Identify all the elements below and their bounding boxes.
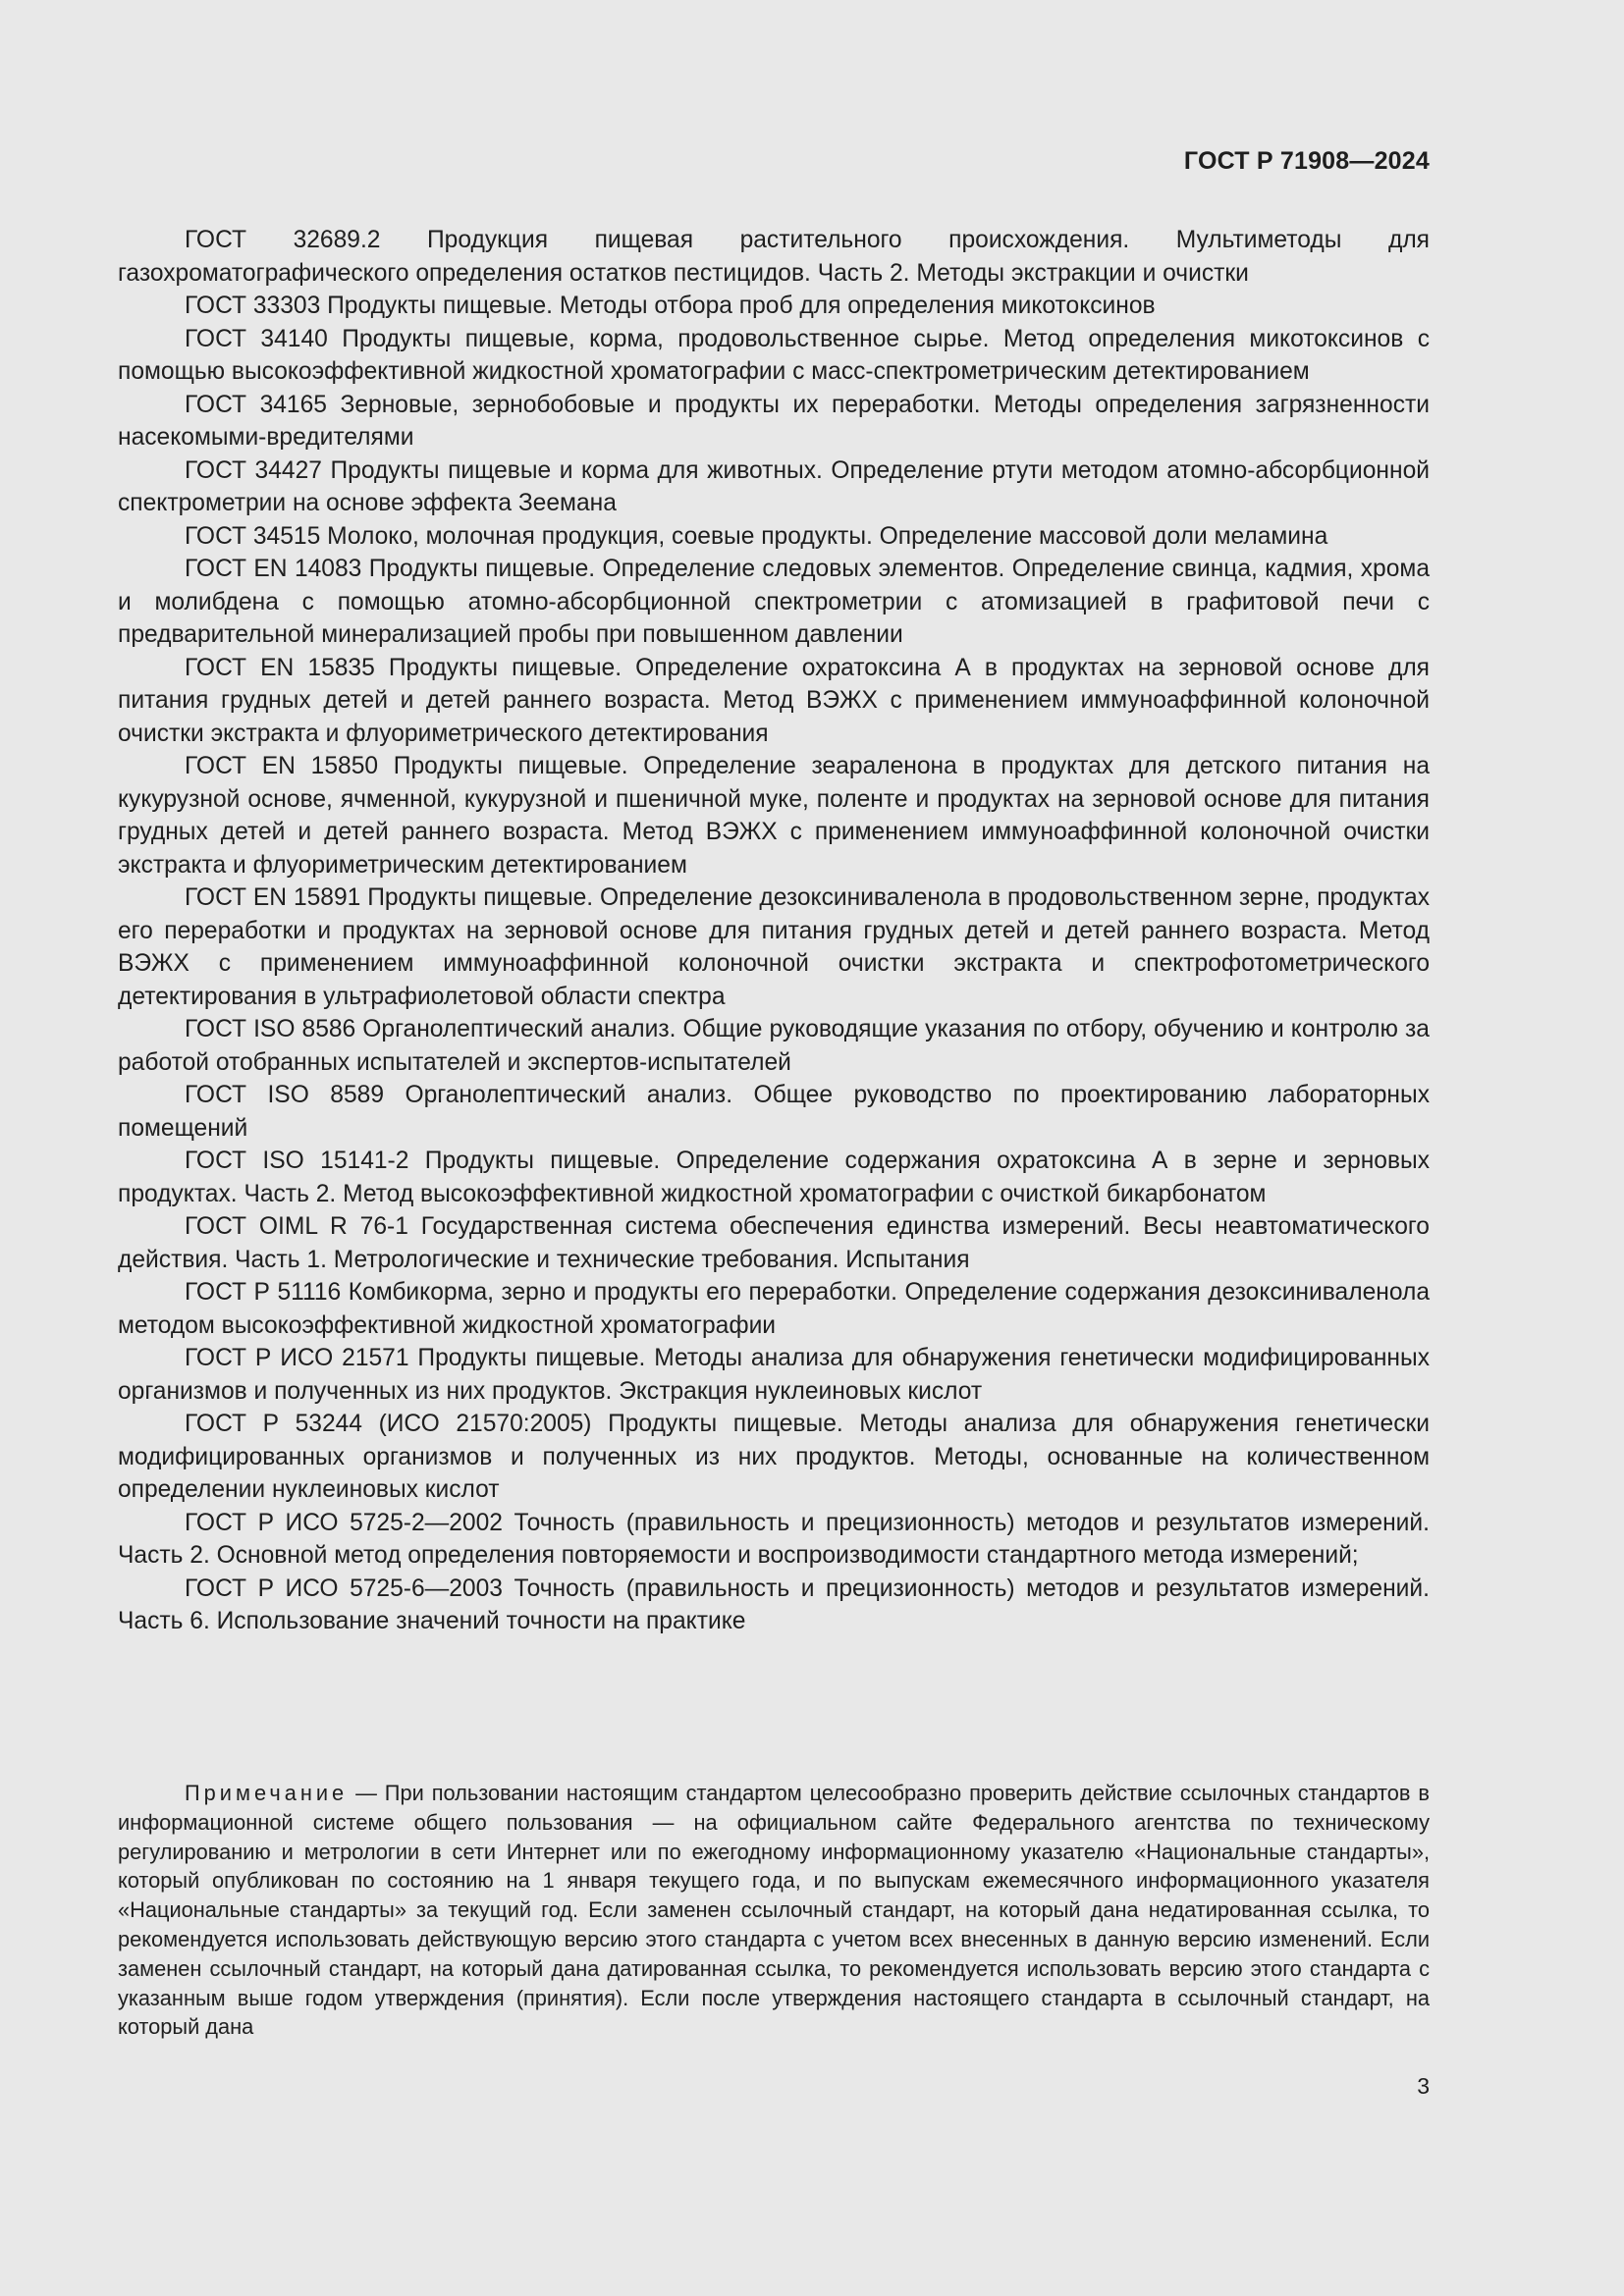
reference-item: ГОСТ ISO 15141-2 Продукты пищевые. Определение содержания охратоксина А в зерне и зерновых продуктах. Часть 2. Метод высокоэффективной жидкостной хроматографии с очисткой бикарбонатом — [118, 1148, 1430, 1207]
reference-item: ГОСТ OIML R 76-1 Государственная система обеспечения единства измерений. Весы неавтоматического действия. Часть 1. Метрологические и технические требования. Испытания — [118, 1213, 1430, 1273]
reference-item: ГОСТ ISO 8586 Органолептический анализ. Общие руководящие указания по отбору, обучению и контролю за работой отобранных испытателей и экспертов-испытателей — [118, 1016, 1430, 1076]
reference-item: ГОСТ 32689.2 Продукция пищевая растительного происхождения. Мультиметоды для газохроматографического определения остатков пестицидов. Часть 2. Методы экстракции и очистки — [118, 227, 1430, 287]
reference-item: ГОСТ EN 15835 Продукты пищевые. Определение охратоксина А в продуктах на зерновой основе для питания грудных детей и детей раннего возраста. Метод ВЭЖХ с применением иммуноаффинной колоночной очистки экстракта и флуориметрического детектирования — [118, 654, 1430, 747]
reference-item: ГОСТ 34140 Продукты пищевые, корма, продовольственное сырье. Метод определения микотоксинов с помощью высокоэффективной жидкостной хроматографии с масс-спектрометрическим детектированием — [118, 325, 1430, 385]
note-label: Примечание — [185, 1781, 349, 1805]
normative-references-list — [118, 224, 1430, 1638]
reference-item: ГОСТ 34427 Продукты пищевые и корма для животных. Определение ртути методом атомно-абсорбционной спектрометрии на основе эффекта Зеемана — [118, 456, 1430, 516]
reference-item: ГОСТ 34515 Молоко, молочная продукция, соевые продукты. Определение массовой доли меламина — [185, 522, 1328, 550]
reference-item: ГОСТ 33303 Продукты пищевые. Методы отбора проб для определения микотоксинов — [185, 293, 1156, 319]
reference-item: ГОСТ Р 51116 Комбикорма, зерно и продукты его переработки. Определение содержания дезоксиниваленола методом высокоэффективной жидкостной хроматографии — [118, 1279, 1430, 1339]
note-text: — При пользовании настоящим стандартом целесообразно проверить действие ссылочных стандартов в информационной системе общего пользования — на официальном сайте Федерального агентства по техническому регулированию и метрологии в сети Интернет или по ежегодному информационному указателю «Национальные стандарты», который опубликован по состоянию на 1 января текущего года, и по выпускам ежемесячного информационного указателя «Национальные стандарты» за текущий год. Если заменен ссылочный стандарт, на который дана недатированная ссылка, то рекомендуется использовать действующую версию этого стандарта с учетом всех внесенных в данную версию изменений. Если заменен ссылочный стандарт, на который дана датированная ссылка, то рекомендуется использовать версию этого стандарта с указанным выше годом утверждения (принятия). Если после утверждения настоящего стандарта в ссылочный стандарт, на который дана — [118, 1781, 1430, 2040]
reference-item: ГОСТ Р 53244 (ИСО 21570:2005) Продукты пищевые. Методы анализа для обнаружения генетически модифицированных организмов и полученных из них продуктов. Методы, основанные на количественном определении нуклеиновых кислот — [118, 1411, 1430, 1503]
page-number: 3 — [1417, 2073, 1430, 2099]
reference-item: ГОСТ Р ИСО 5725-6—2003 Точность (правильность и прецизионность) методов и результатов измерений. Часть 6. Использование значений точности на практике — [118, 1575, 1430, 1634]
document-id-header: ГОСТ Р 71908—2024 — [1183, 147, 1430, 175]
reference-item: ГОСТ ISO 8589 Органолептический анализ. Общее руководство по проектированию лабораторных помещений — [118, 1082, 1430, 1142]
reference-item: ГОСТ Р ИСО 21571 Продукты пищевые. Методы анализа для обнаружения генетически модифицированных организмов и полученных из них продуктов. Экстракция нуклеиновых кислот — [118, 1345, 1430, 1405]
reference-item: ГОСТ Р ИСО 5725-2—2002 Точность (правильность и прецизионность) методов и результатов измерений. Часть 2. Основной метод определения повторяемости и воспроизводимости стандартного метода измерений; — [118, 1509, 1430, 1569]
note-paragraph — [118, 1779, 1430, 2042]
reference-item: ГОСТ EN 15891 Продукты пищевые. Определение дезоксиниваленола в продовольственном зерне, продуктах его переработки и продуктах на зерновой основе для питания грудных детей и детей раннего возраста. Метод ВЭЖХ с применением иммуноаффинной колоночной очистки экстракта и спектрофотометрического детектирования в ультрафиолетовой области спектра — [118, 884, 1430, 1010]
reference-item: ГОСТ EN 14083 Продукты пищевые. Определение следовых элементов. Определение свинца, кадмия, хрома и молибдена с помощью атомно-абсорбционной спектрометрии с атомизацией в графитовой печи с предварительной минерализацией пробы при повышенном давлении — [118, 556, 1430, 648]
reference-item: ГОСТ 34165 Зерновые, зернобобовые и продукты их переработки. Методы определения загрязненности насекомыми-вредителями — [118, 391, 1430, 451]
reference-item: ГОСТ EN 15850 Продукты пищевые. Определение зеараленона в продуктах для детского питания на кукурузной основе, ячменной, кукурузной и пшеничной муке, поленте и продуктах на зерновой основе для питания грудных детей и детей раннего возраста. Метод ВЭЖХ с применением иммуноаффинной колоночной очистки экстракта и флуориметрическим детектированием — [118, 753, 1430, 879]
